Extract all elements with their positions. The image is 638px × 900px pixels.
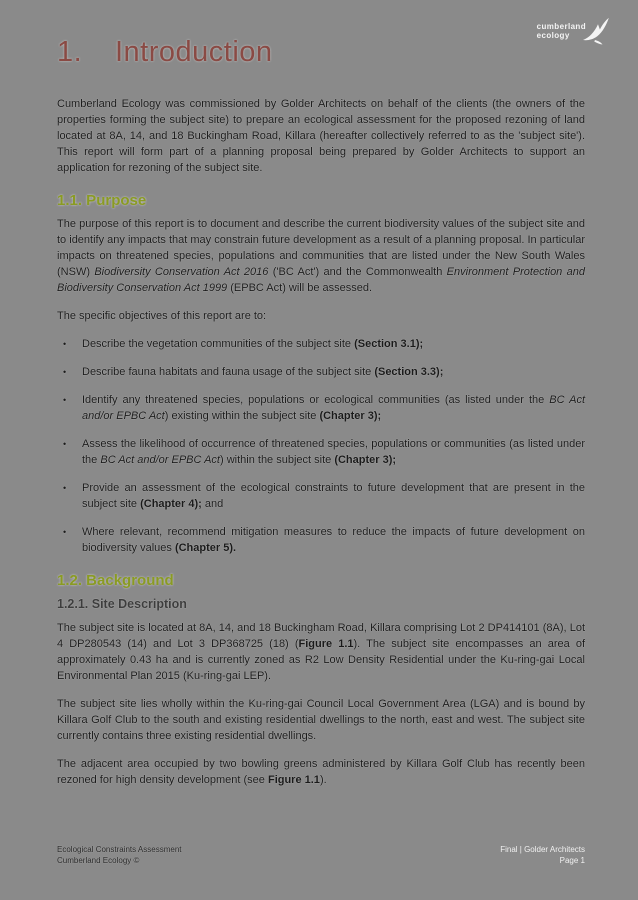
text-run: Where relevant, recommend mitigation measures to reduce the impacts of future development on biodiversity values [82, 526, 585, 554]
site-description-paragraph-2: The subject site lies wholly within the Ku-ring-gai Council Local Government Area (LGA) and is bound by Killara Golf Club to the south and existing residential dwellings to the north, east and west. The subject site currently contains three existing residential dwellings. [57, 698, 585, 742]
logo-word-1: cumberland [536, 22, 586, 31]
list-item-text [82, 336, 585, 352]
text-run: Provide an assessment of the ecological constraints to future development that are present in the subject site [82, 482, 585, 510]
cross-reference: (Section 3.1); [354, 338, 424, 350]
logo-wordmark [537, 22, 586, 40]
act-name-italic: Environment Protection and Biodiversity Conservation Act 1999 [57, 266, 586, 294]
list-item [57, 524, 585, 556]
chapter-number: 1. [57, 36, 83, 68]
act-name-italic: BC Act and/or EPBC Act [100, 454, 220, 466]
list-item [57, 336, 585, 352]
cross-reference: (Chapter 3); [334, 454, 397, 466]
text-run: Describe fauna habitats and fauna usage of the subject site [82, 366, 375, 378]
cross-reference: Figure 1.1 [298, 638, 354, 650]
section-heading-background: 1.2. Background [57, 572, 174, 589]
purpose-paragraph [57, 216, 585, 296]
bird-swoosh-icon [580, 14, 610, 48]
bullet-icon: • [63, 483, 67, 493]
bullet-icon: • [63, 395, 67, 405]
site-description-paragraph-1 [57, 620, 585, 684]
list-item-text [82, 524, 585, 556]
text-run: ). The subject site encompasses an area of approximately 0.43 ha and is currently zoned as R2 Low Density Residential under the Ku-ring-gai Local Environmental Plan 2015 (Ku-ring-gai LEP). [57, 638, 585, 682]
logo-word-2: ecology [536, 31, 570, 40]
chapter-title: Introduction [115, 36, 273, 68]
cross-reference: (Chapter 3); [319, 410, 382, 422]
list-item-text [82, 436, 585, 468]
list-item [57, 364, 585, 380]
list-item-text [82, 480, 585, 512]
text-run: The subject site is located at 8A, 14, and 18 Buckingham Road, Killara comprising Lot 2 DP414101 (8A), Lot 4 DP280543 (14) and Lot 3 DP368725 (18) ( [57, 622, 585, 650]
text-run: Identify any threatened species, populations or ecological communities (as listed under the [82, 394, 550, 406]
footer-left [57, 844, 182, 866]
text-run: Describe the vegetation communities of the subject site [82, 338, 355, 350]
section-heading-purpose: 1.1. Purpose [57, 192, 147, 209]
site-description-paragraph-3 [57, 756, 585, 788]
subsection-heading-site-description: 1.2.1. Site Description [57, 597, 187, 611]
objectives-list [57, 336, 585, 556]
list-item [57, 436, 585, 468]
list-item-text [82, 392, 585, 424]
text-run: The adjacent area occupied by two bowling greens administered by Killara Golf Club has recently been rezoned for high density development (see [57, 758, 585, 786]
footer-report-title: Ecological Constraints Assessment [57, 845, 182, 854]
cross-reference: Figure 1.1 [267, 774, 320, 786]
text-run: ) within the subject site [219, 454, 335, 466]
list-item-text [82, 364, 585, 380]
text-run: and [201, 498, 224, 510]
text-run: (EPBC Act) will be assessed. [227, 282, 373, 294]
bullet-icon: • [63, 339, 67, 349]
list-item [57, 480, 585, 512]
page-footer [57, 844, 585, 866]
list-item [57, 392, 585, 424]
objectives-intro: The specific objectives of this report are to: [57, 310, 267, 322]
text-run: ('BC Act') and the Commonwealth [268, 266, 447, 278]
text-run: ) existing within the subject site [164, 410, 320, 422]
intro-paragraph: Cumberland Ecology was commissioned by Golder Architects on behalf of the clients (the owners of the properties forming the subject site) to prepare an ecological assessment for the proposed rezoning of land located at 8A, 14, and 18 Buckingham Road, Killara (hereafter collectively referred to as the 'subject site'). This report will form part of a planning proposal being prepared by Golder Architects to support an application for rezoning of the subject site. [57, 98, 585, 174]
footer-company: Cumberland Ecology © [57, 856, 140, 865]
text-run: ). [319, 774, 327, 786]
cumberland-ecology-logo [537, 14, 610, 48]
page-title [57, 36, 585, 68]
bullet-icon: • [63, 367, 67, 377]
bullet-icon: • [63, 527, 67, 537]
bullet-icon: • [63, 439, 67, 449]
text-run: The purpose of this report is to document and describe the current biodiversity values of the subject site and to identify any impacts that may constrain future development as a result of a planning proposal. In particular impacts on threatened species, populations and communities that are listed under the New South Wales (NSW) [57, 218, 585, 278]
footer-status: Final | Golder Architects [500, 845, 585, 854]
text-run: Assess the likelihood of occurrence of threatened species, populations or communities (as listed under the [82, 438, 585, 466]
footer-right [500, 844, 585, 866]
footer-page-number: Page 1 [559, 856, 585, 865]
cross-reference: (Chapter 5). [174, 542, 237, 554]
cross-reference: (Section 3.3); [374, 366, 444, 378]
act-name-italic: BC Act and/or EPBC Act [82, 394, 585, 422]
act-name-italic: Biodiversity Conservation Act 2016 [94, 266, 269, 278]
cross-reference: (Chapter 4); [140, 498, 202, 510]
